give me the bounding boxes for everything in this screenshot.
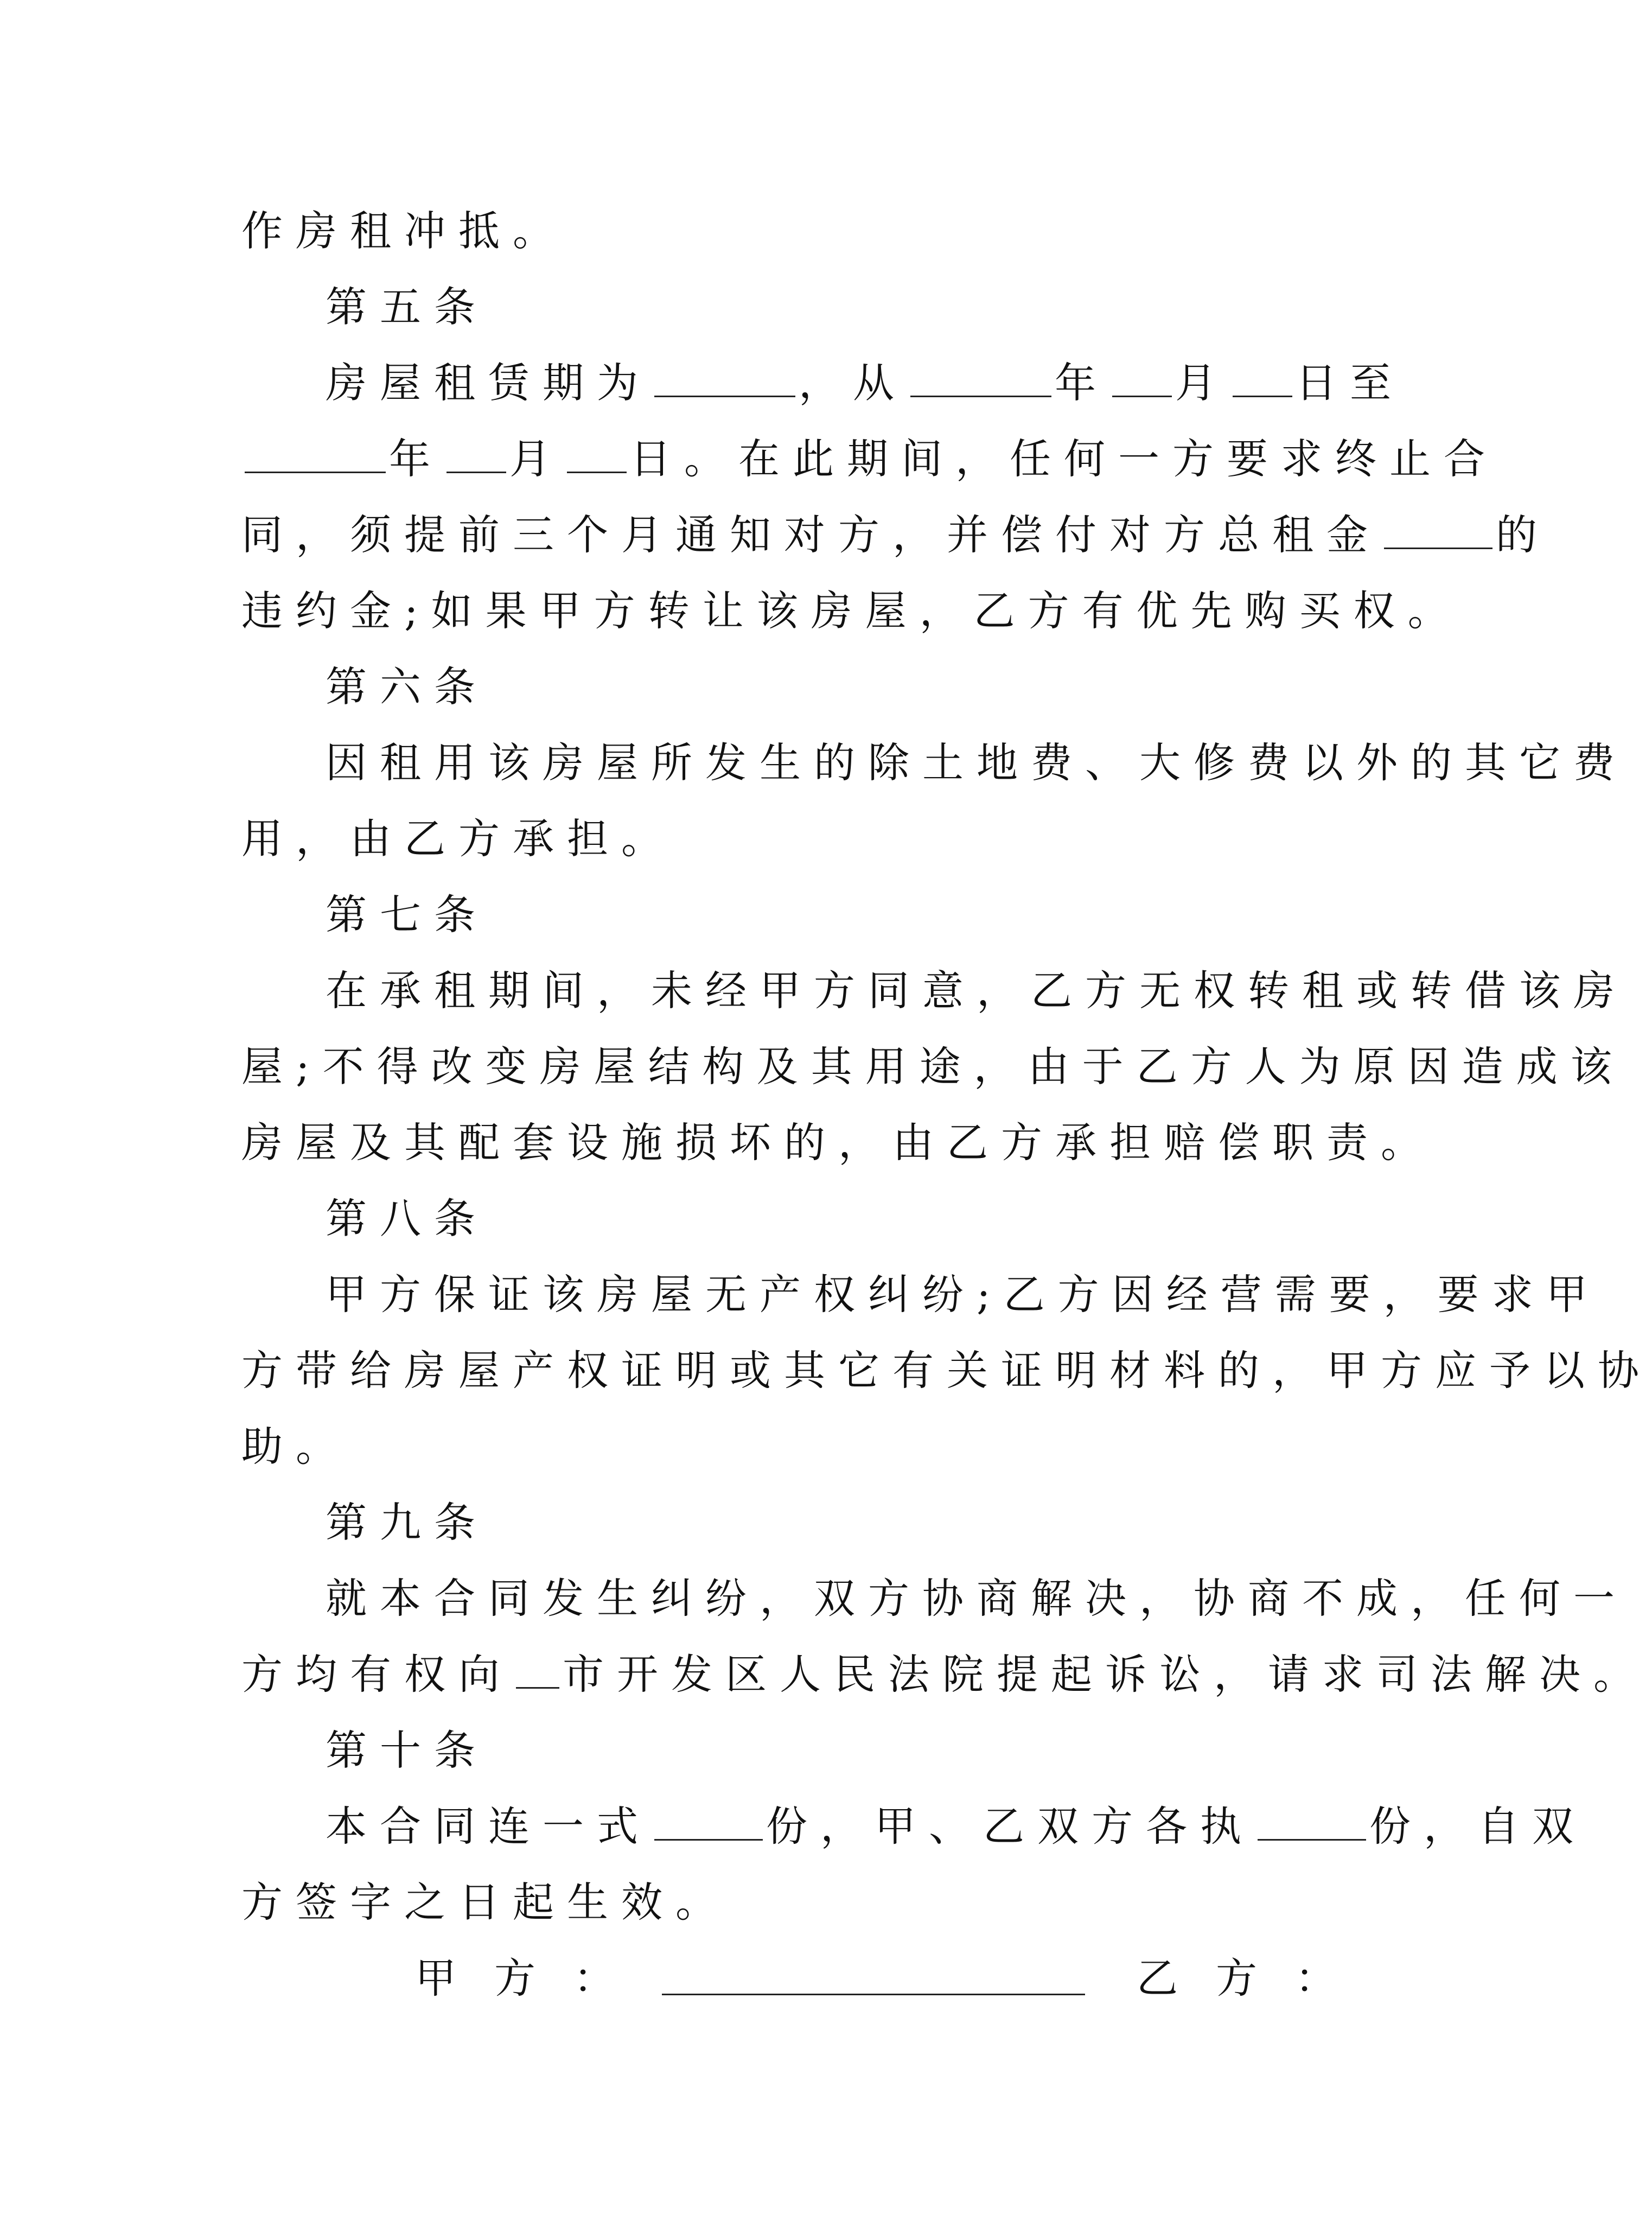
article-7-heading: 第七条 (326, 890, 488, 939)
paragraph-line: 本合同连一式 份，甲、乙双方各执 份，自双 (326, 1802, 1586, 1850)
paragraph-line: 方带给房屋产权证明或其它有关证明材料的，甲方应予以协 (241, 1346, 1652, 1395)
article-5-heading: 第五条 (326, 283, 488, 331)
paragraph-line: 甲方保证该房屋无产权纠纷;乙方因经营需要，要求甲 (326, 1270, 1600, 1319)
paragraph-line: 年 月 日。在此期间，任何一方要求终止合 (241, 433, 1354, 485)
paragraph-line: 因租用该房屋所发生的除土地费、大修费以外的其它费 (326, 739, 1628, 787)
blank-field (1112, 358, 1172, 397)
paragraph-line: 房屋及其配套设施损坏的，由乙方承担赔偿职责。 (241, 1118, 1435, 1167)
party-b-label: 乙方： (1137, 1954, 1374, 2002)
party-a-signature-blank (662, 1967, 1085, 1995)
paragraph-line: 屋;不得改变房屋结构及其用途，由于乙方人为原因造成该 (241, 1042, 1625, 1091)
blank-field (654, 1801, 763, 1841)
paragraph-line: 房屋租赁期为 ，从 年 月 日至 (326, 359, 1404, 407)
blank-field (1384, 510, 1492, 549)
paragraph-line: 作房租冲抵。 (241, 207, 567, 255)
blank-field (516, 1649, 559, 1689)
blank-field (1233, 358, 1292, 397)
paragraph-line: 方签字之日起生效。 (241, 1878, 730, 1926)
blank-field (567, 434, 627, 473)
blank-field (245, 434, 386, 473)
paragraph-line: 用，由乙方承担。 (241, 814, 675, 863)
article-8-heading: 第八条 (326, 1194, 488, 1243)
blank-field (447, 434, 506, 473)
paragraph-line: 违约金;如果甲方转让该房屋，乙方有优先购买权。 (241, 587, 1462, 635)
article-10-heading: 第十条 (326, 1726, 488, 1774)
article-6-heading: 第六条 (326, 663, 488, 711)
paragraph-line: 助。 (241, 1422, 350, 1471)
blank-field (910, 358, 1051, 397)
paragraph-line: 在承租期间，未经甲方同意，乙方无权转租或转借该房 (326, 966, 1628, 1015)
paragraph-line: 同，须提前三个月通知对方，并偿付对方总租金 的 (241, 511, 1550, 559)
article-9-heading: 第九条 (326, 1498, 488, 1547)
blank-field (654, 358, 795, 397)
paragraph-line: 方均有权向 市开发区人民法院提起诉讼，请求司法解决。 (241, 1650, 1648, 1698)
blank-field (1258, 1801, 1366, 1841)
party-a-label: 甲方： (415, 1954, 653, 2002)
paragraph-line: 就本合同发生纠纷，双方协商解决，协商不成，任何一 (326, 1574, 1628, 1622)
